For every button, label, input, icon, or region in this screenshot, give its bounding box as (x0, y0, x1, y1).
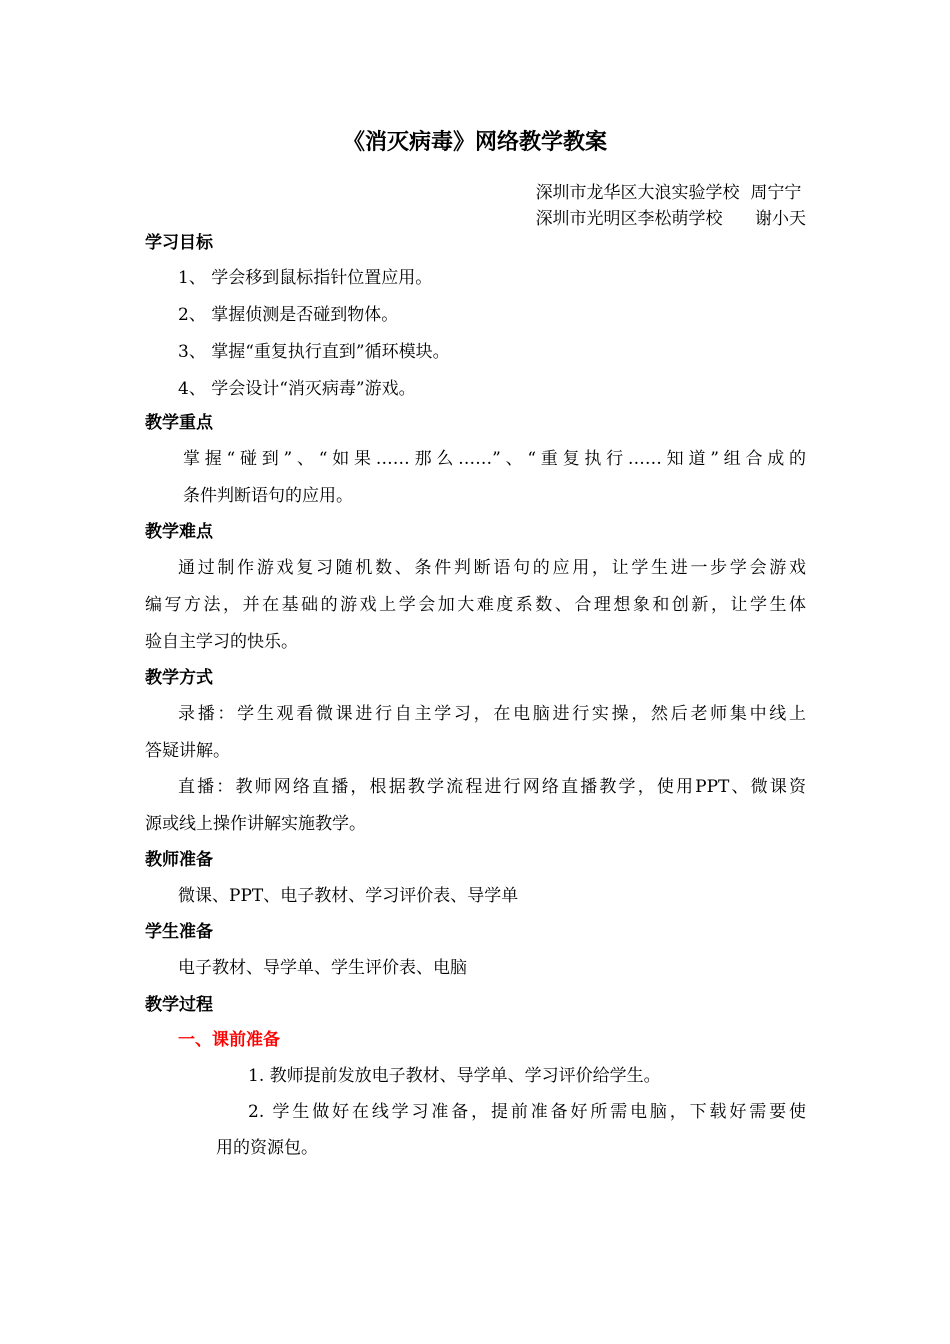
section-heading-key-points: 教学重点 (145, 413, 213, 433)
methods-line: 录播：学生观看微课进行自主学习，在电脑进行实操，然后老师集中线上 (178, 704, 806, 724)
process-line: 1. 教师提前发放电子教材、导学单、学习评价给学生。 (248, 1066, 661, 1086)
section-heading-teacher-prep: 教师准备 (145, 850, 213, 870)
document-title: 《消灭病毒》网络教学教案 (342, 130, 607, 155)
difficulties-line: 通过制作游戏复习随机数、条件判断语句的应用，让学生进一步学会游戏 (178, 558, 806, 578)
section-heading-student-prep: 学生准备 (145, 922, 213, 942)
key-points-line: 条件判断语句的应用。 (183, 486, 353, 506)
author-line: 深圳市光明区李松萌学校 谢小天 (535, 209, 806, 229)
methods-line: 源或线上操作讲解实施教学。 (145, 814, 366, 834)
author-line: 深圳市龙华区大浪实验学校 周宁宁 (535, 183, 802, 203)
student-prep-text: 电子教材、导学单、学生评价表、电脑 (178, 958, 467, 978)
objective-item: 4、 学会设计“消灭病毒”游戏。 (178, 379, 416, 399)
methods-line: 答疑讲解。 (145, 741, 230, 761)
key-points-line: 掌握“碰到”、“如果……那么……”、“重复执行……知道”组合成的 (183, 449, 806, 469)
difficulties-line: 编写方法，并在基础的游戏上学会加大难度系数、合理想象和创新，让学生体 (145, 595, 806, 615)
objective-item: 3、 掌握“重复执行直到”循环模块。 (178, 342, 450, 362)
section-heading-difficulties: 教学难点 (145, 522, 213, 542)
author-block (536, 180, 806, 232)
objective-item: 2、 掌握侦测是否碰到物体。 (178, 305, 399, 325)
section-heading-methods: 教学方式 (145, 668, 213, 688)
process-line: 2. 学生做好在线学习准备，提前准备好所需电脑，下载好需要使 (248, 1102, 806, 1122)
section-heading-objectives: 学习目标 (145, 233, 213, 253)
difficulties-line: 验自主学习的快乐。 (145, 632, 298, 652)
objective-item: 1、 学会移到鼠标指针位置应用。 (178, 268, 433, 288)
methods-line: 直播：教师网络直播，根据教学流程进行网络直播教学，使用PPT、微课资 (178, 777, 806, 797)
process-subheading: 一、课前准备 (178, 1030, 280, 1050)
teacher-prep-text: 微课、PPT、电子教材、学习评价表、导学单 (178, 886, 519, 906)
process-line: 用的资源包。 (216, 1138, 318, 1158)
section-heading-process: 教学过程 (145, 995, 213, 1015)
